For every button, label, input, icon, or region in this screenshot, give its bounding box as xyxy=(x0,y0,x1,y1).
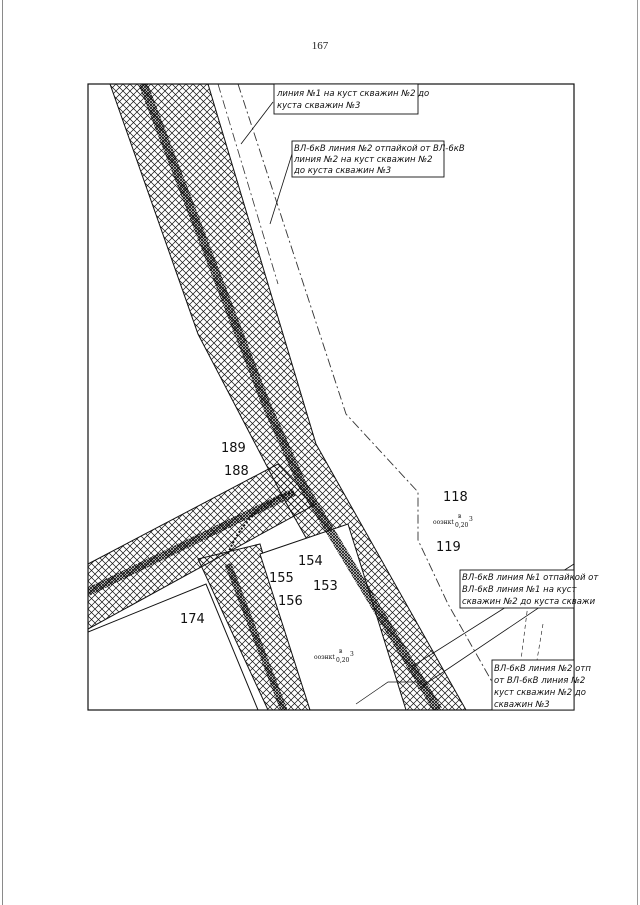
label-line1-east xyxy=(460,570,599,608)
label-line2-north xyxy=(292,141,465,177)
parcel-number-189: 189 xyxy=(221,441,246,456)
parcel-number-118: 118 xyxy=(443,490,468,505)
parcel-number-154: 154 xyxy=(298,554,323,569)
parcel-number-174: 174 xyxy=(180,612,205,627)
label-text: линия №1 на куст скважин №2 до xyxy=(277,89,430,99)
page-number: 167 xyxy=(311,40,329,52)
label-text: ВЛ-6кВ линия №2 отп xyxy=(494,664,591,674)
label-text: ВЛ-6кВ линия №1 на куст xyxy=(462,585,577,595)
label-text: до куста скважин №3 xyxy=(294,166,392,176)
label-line2-southeast xyxy=(492,660,591,710)
zone-sub: 0,20 xyxy=(336,657,350,664)
label-text: ВЛ-6кВ линия №2 отпайкой от ВЛ-6кВ xyxy=(294,144,465,154)
label-text: от ВЛ-6кВ линия №2 xyxy=(494,676,586,686)
page-right-edge xyxy=(637,0,638,905)
svg-text:3: 3 xyxy=(469,516,473,523)
label-text: куста скважин №3 xyxy=(277,101,361,111)
svg-text:0,20: 0,20 xyxy=(455,522,469,529)
label-text: линия №2 на куст скважин №2 xyxy=(294,155,433,165)
cadastral-map xyxy=(88,84,599,710)
label-text: скважин №3 xyxy=(494,700,550,710)
parcel-number-156: 156 xyxy=(278,594,303,609)
leader-line-2 xyxy=(270,154,292,224)
label-text: ВЛ-6кВ линия №1 отпайкой от xyxy=(462,573,599,583)
label-line1-north xyxy=(274,84,429,114)
zone-prefix: ooэнкt xyxy=(314,654,335,661)
page-left-edge xyxy=(2,0,3,905)
parcel-number-155: 155 xyxy=(269,571,294,586)
zone-sup: в xyxy=(339,648,343,655)
label-text: куст скважин №2 до xyxy=(494,688,586,698)
zone-exp: 3 xyxy=(350,651,354,658)
parcel-number-119: 119 xyxy=(436,540,461,555)
svg-text:в: в xyxy=(458,513,462,520)
parcel-number-153: 153 xyxy=(313,579,338,594)
zone-mark-119 xyxy=(433,513,473,529)
parcel-number-188: 188 xyxy=(224,464,249,479)
label-text: скважин №2 до куста скважи xyxy=(462,597,596,607)
svg-text:ooэнкt: ooэнкt xyxy=(433,519,454,526)
